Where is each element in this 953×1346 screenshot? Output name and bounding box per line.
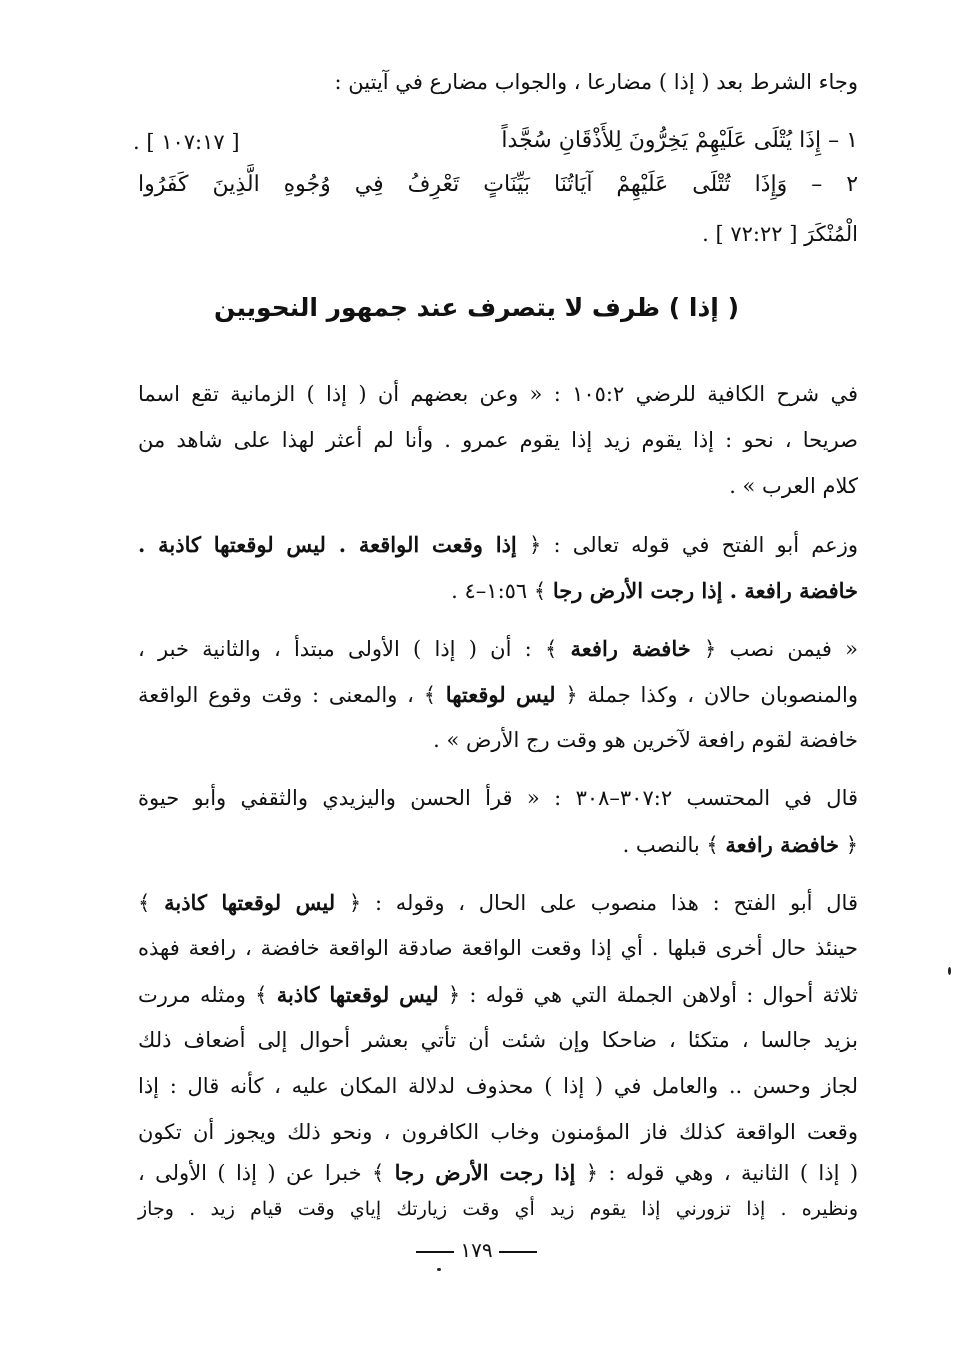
p4-line-1: قال في المحتسب ٣٠٧:٢–٣٠٨ : « قرأ الحسن واليزيدي والثقفي وأبو حيوة <box>138 786 858 810</box>
p5-line-1 <box>138 890 858 916</box>
page-number-dash-right <box>499 1251 537 1253</box>
p5-line-4: بزيد جالسا ، متكئا ، ضاحكا وإن شئت أن تأتي بعشر أحوال إلى أضعاف ذلك <box>138 1028 858 1052</box>
p5-quran-2: ليس لوقعتها كاذبة <box>276 982 439 1007</box>
p5-line-7 <box>138 1160 858 1186</box>
verse-1-reference-wrap <box>133 130 273 155</box>
p2-line-2 <box>138 578 858 604</box>
p3-line-3: خافضة لقوم رافعة لآخرين هو وقت رج الأرض » . <box>433 728 858 752</box>
p3-line-2 <box>138 682 858 708</box>
p2-line-1-text: وزعم أبو الفتح في قوله تعالى : ﴿ <box>528 533 858 557</box>
p4-line-2 <box>138 832 858 858</box>
verse-2-cont <box>528 222 858 247</box>
section-heading: ( إذا ) ظرف لا يتصرف عند جمهور النحويين <box>213 293 740 322</box>
p5-line-1-a: قال أبو الفتح : هذا منصوب على الحال ، وقوله : ﴿ <box>348 891 858 915</box>
p3-quran-2: ليس لوقعتها <box>445 682 556 707</box>
p5-line-3 <box>138 982 858 1008</box>
p1-line-1: في شرح الكافية للرضي ١٠٥:٢ : « وعن بعضهم أن ( إذا ) الزمانية تقع اسما <box>138 382 858 406</box>
p4-line-2-c: ﴾ بالنصب . <box>622 833 719 857</box>
p3-line-1 <box>138 636 858 662</box>
p4-line-2-a: ﴿ <box>845 833 858 857</box>
verse-2-number: ٢ – <box>811 172 859 197</box>
p5-line-3-c: ﴾ ومثله مررت <box>138 983 268 1007</box>
verse-2 <box>138 172 858 198</box>
verse-1-text: إِذَا يُتْلَى عَلَيْهِمْ يَخِرُّونَ لِلأَذْقَانِ سُجَّداً <box>501 128 822 153</box>
p2-line-2-ref: ﴾ ١:٥٦–٤ . <box>451 579 547 603</box>
p5-line-1-c: ﴾ <box>138 891 151 915</box>
p3-line-1-c: ﴾ : أن ( إذا ) الأولى مبتدأ ، والثانية خبر ، <box>138 637 558 661</box>
p5-line-6: وقعت الواقعة كذلك فاز المؤمنون وخاب الكافرون ، ونحو ذلك ويجوز أن تكون <box>138 1120 858 1144</box>
page-number <box>0 1238 953 1262</box>
intro-line: وجاء الشرط بعد ( إذا ) مضارعا ، والجواب مضارع في آيتين : <box>334 70 858 94</box>
p5-line-7-c: ﴾ خبرا عن ( إذا ) الأولى ، <box>138 1161 385 1185</box>
p3-line-1-a: « فيمن نصب ﴿ <box>703 637 859 661</box>
p2-quran-1: إذا وقعت الواقعة . ليس لوقعتها كاذبة . <box>138 532 517 557</box>
verse-2-reference: [ ٧٢:٢٢ ] . <box>702 222 798 246</box>
p1-line-2: صريحا ، نحو : إذا يقوم زيد إذا يقوم عمرو . وأنا لم أعثر لهذا على شاهد من <box>138 428 858 452</box>
p5-line-2: حينئذ حال أخرى قبلها . أي إذا وقعت الواقعة صادقة الواقعة خافضة ، رافعة فهذه <box>138 936 858 960</box>
verse-1-number: ١ – <box>828 128 858 153</box>
p2-line-1 <box>138 532 858 558</box>
p5-line-8: ونظيره . إذا تزورني إذا يقوم زيد أي وقت زيارتك إياي وقت قيام زيد . وجاز <box>138 1198 858 1220</box>
p3-quran-1: خافضة رافعة <box>570 636 691 661</box>
p3-line-2-c: ﴾ ، والمعنى : وقت وقوع الواقعة <box>138 683 437 707</box>
p5-quran-1: ليس لوقعتها كاذبة <box>164 890 336 915</box>
verse-1-reference: [ ١٠٧:١٧ ] . <box>133 130 240 154</box>
scan-speck <box>948 967 951 975</box>
p5-line-3-a: ثلاثة أحوال : أولاهن الجملة التي هي قوله : ﴿ <box>447 983 858 1007</box>
p3-line-2-a: والمنصوبان حالان ، وكذا جملة ﴿ <box>565 683 858 707</box>
verse-2-text: وَإِذَا تُتْلَى عَلَيْهِمْ آيَاتُنَا بَيِّنَاتٍ تَعْرِفُ فِي وُجُوهِ الَّذِينَ كَفَرُوا <box>138 172 788 197</box>
scan-speck <box>437 1268 441 1271</box>
page-number-value: ١٧٩ <box>460 1238 493 1262</box>
p2-quran-2: خافضة رافعة . إذا رجت الأرض رجا <box>552 578 858 603</box>
p5-line-5: لجاز وحسن .. والعامل في ( إذا ) محذوف لدلالة المكان عليه ، كأنه قال : إذا <box>138 1074 858 1098</box>
p4-quran: خافضة رافعة <box>725 832 839 857</box>
page-number-dash-left <box>416 1251 454 1253</box>
p1-line-3: كلام العرب » . <box>729 474 858 498</box>
verse-2-text-cont: الْمُنْكَرَ <box>804 222 858 246</box>
p5-quran-3: إذا رجت الأرض رجا <box>394 1160 576 1185</box>
p5-line-7-a: ( إذا ) الثانية ، وهي قوله : ﴿ <box>585 1161 859 1185</box>
